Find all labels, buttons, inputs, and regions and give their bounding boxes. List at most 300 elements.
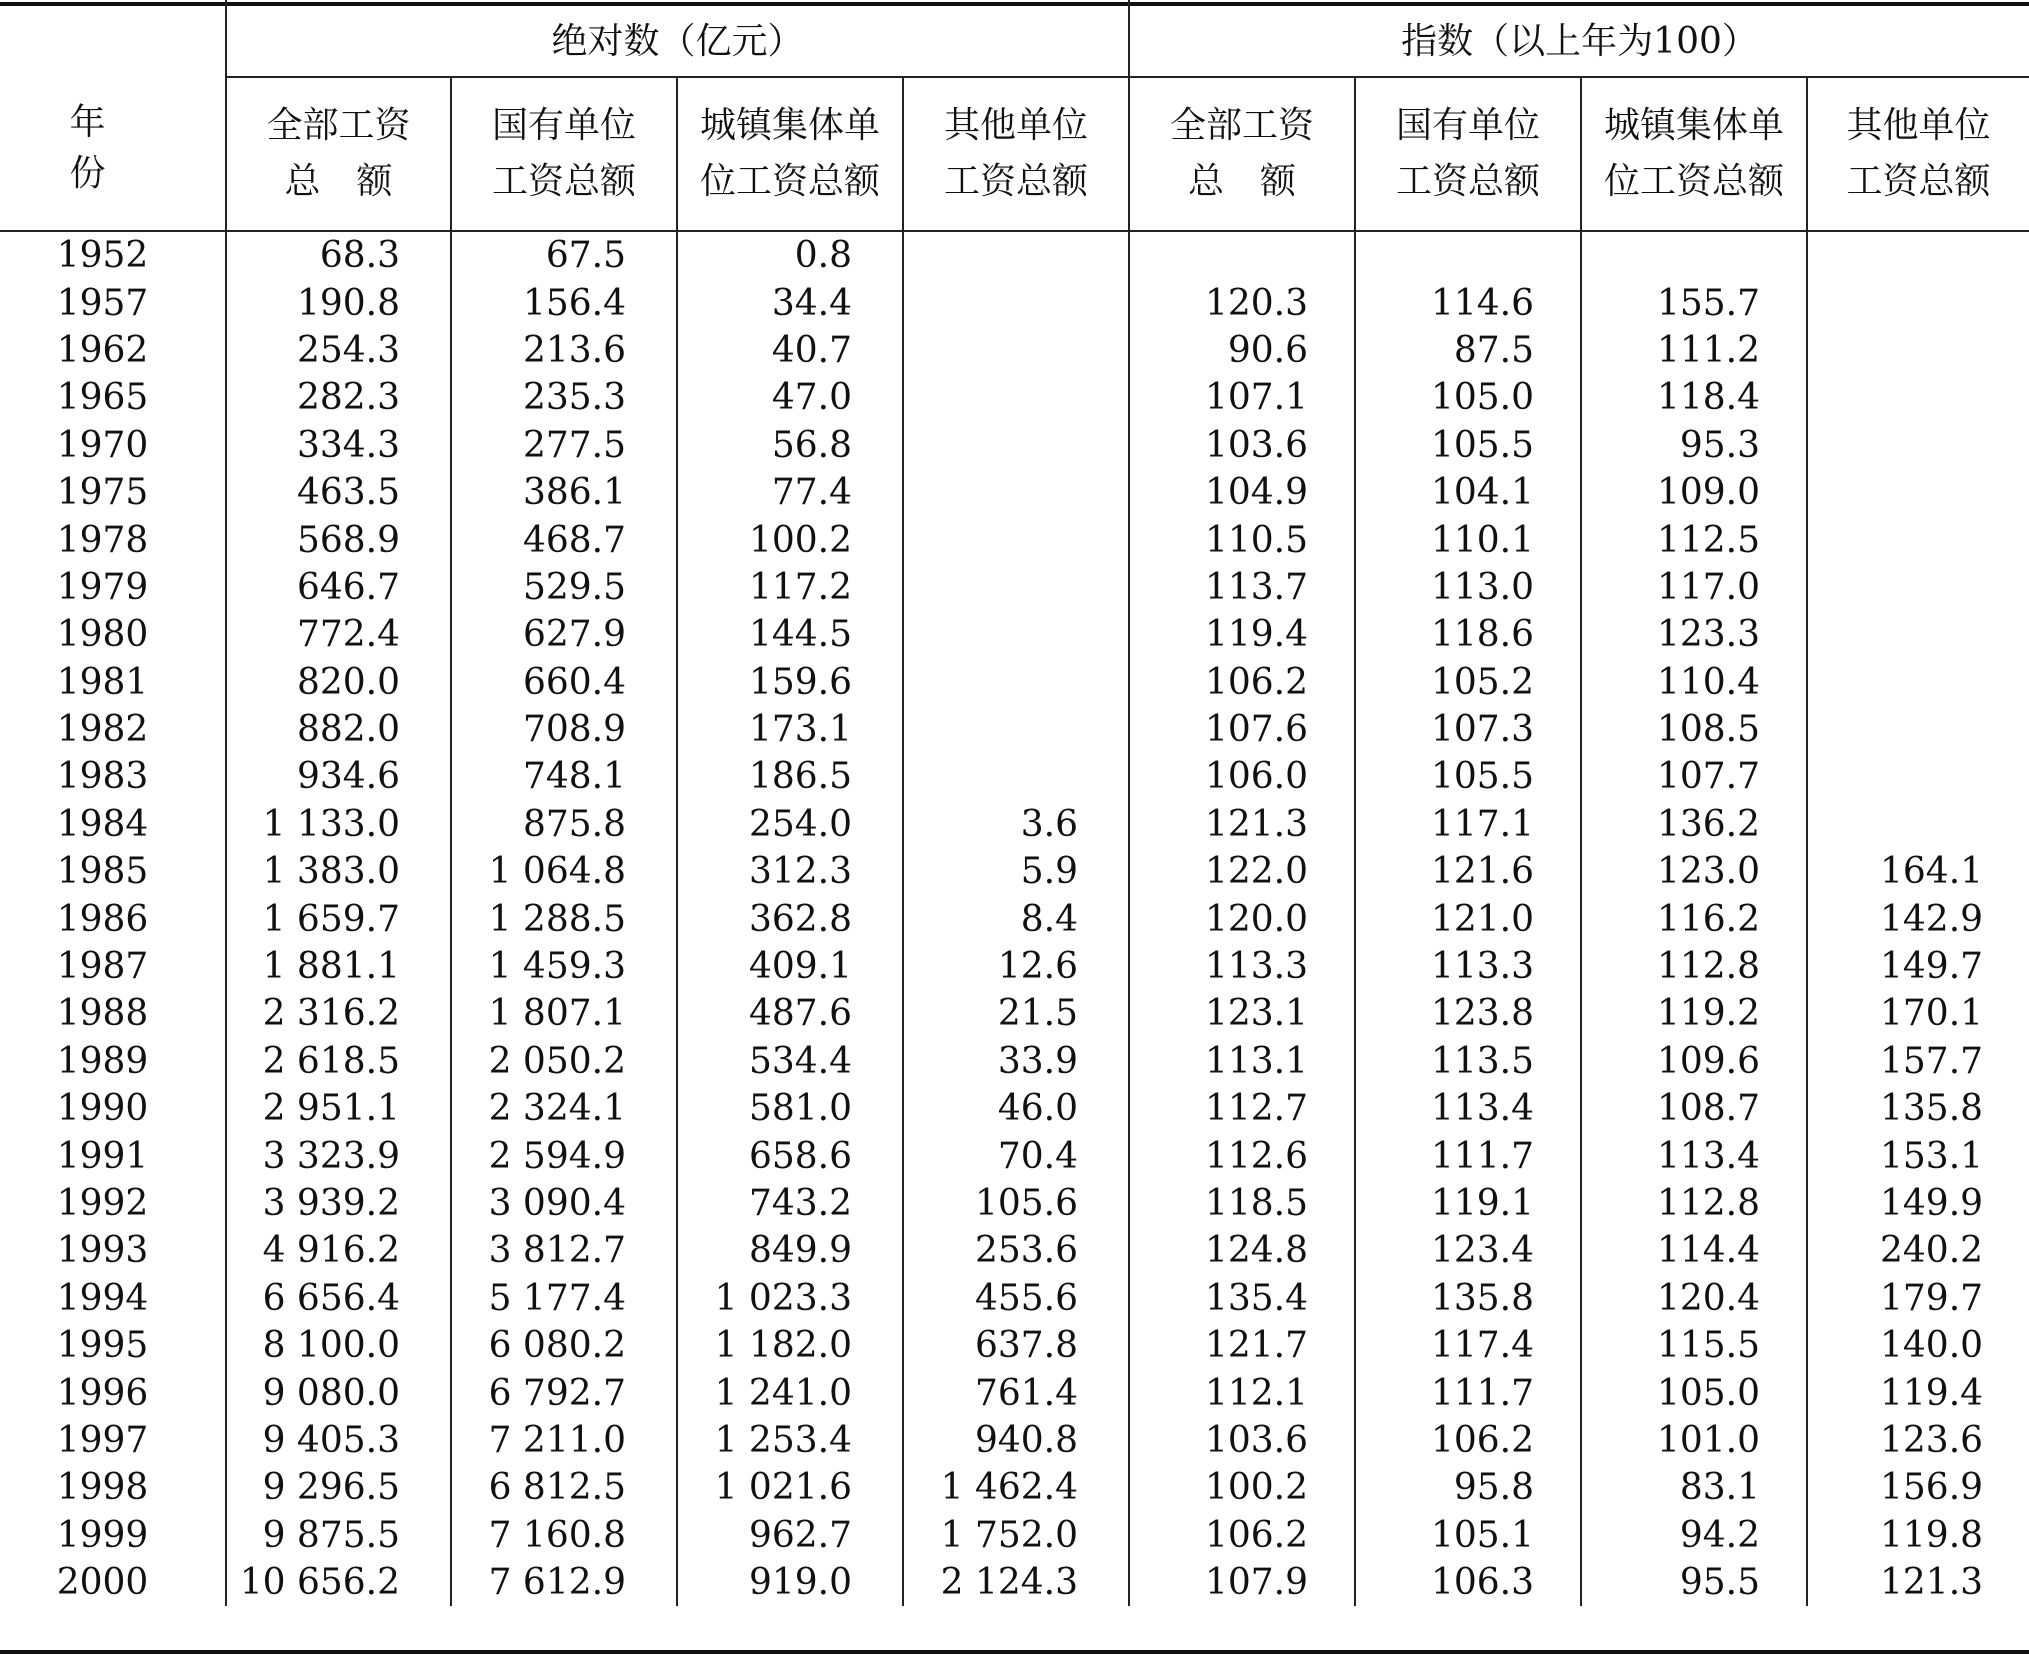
index-value-cell: 106.2 (1129, 1512, 1355, 1559)
column-header: 城镇集体单 位工资总额 (677, 77, 903, 231)
year-cell: 1999 (56, 1514, 149, 1556)
absolute-value-cell: 277.5 (451, 422, 677, 469)
index-value-cell: 103.6 (1129, 422, 1355, 469)
absolute-value-cell: 409.1 (677, 943, 903, 990)
index-value-cell (1807, 801, 2029, 848)
absolute-value-cell: 68.3 (226, 231, 451, 279)
table-row (0, 990, 2029, 1037)
group-header-absolute: 绝对数（亿元） (226, 0, 1129, 77)
absolute-value-cell: 10 656.2 (226, 1559, 451, 1606)
absolute-value-cell: 12.6 (903, 943, 1129, 990)
absolute-value-cell: 213.6 (451, 327, 677, 374)
group-header-index: 指数（以上年为100） (1129, 0, 2029, 77)
year-header-label: 年 份 (69, 102, 242, 194)
absolute-value-cell: 254.0 (677, 801, 903, 848)
absolute-value-cell: 282.3 (226, 374, 451, 421)
index-value-cell: 83.1 (1581, 1464, 1807, 1511)
column-header: 全部工资 总 额 (226, 77, 451, 231)
index-value-cell: 135.8 (1807, 1085, 2029, 1132)
index-value-cell: 123.8 (1355, 990, 1581, 1037)
year-cell: 1988 (56, 993, 149, 1035)
absolute-value-cell: 3 812.7 (451, 1227, 677, 1274)
index-value-cell: 179.7 (1807, 1275, 2029, 1322)
absolute-value-cell: 70.4 (903, 1132, 1129, 1179)
year-cell: 2000 (56, 1562, 149, 1604)
index-value-cell: 112.8 (1581, 1180, 1807, 1227)
absolute-value-cell: 660.4 (451, 659, 677, 706)
absolute-value-cell (903, 564, 1129, 611)
absolute-value-cell: 708.9 (451, 706, 677, 753)
index-value-cell: 108.7 (1581, 1085, 1807, 1132)
absolute-value-cell: 9 296.5 (226, 1464, 451, 1511)
absolute-value-cell: 748.1 (451, 753, 677, 800)
absolute-value-cell: 9 080.0 (226, 1369, 451, 1416)
absolute-value-cell: 1 383.0 (226, 848, 451, 895)
index-value-cell: 110.5 (1129, 516, 1355, 563)
index-value-cell: 123.4 (1355, 1227, 1581, 1274)
index-value-cell: 111.7 (1355, 1132, 1581, 1179)
index-value-cell: 123.3 (1581, 611, 1807, 658)
year-cell: 1978 (56, 519, 149, 561)
absolute-value-cell: 772.4 (226, 611, 451, 658)
index-value-cell: 111.7 (1355, 1369, 1581, 1416)
column-header: 其他单位 工资总额 (903, 77, 1129, 231)
table-row (0, 943, 2029, 990)
year-cell: 1962 (56, 329, 149, 371)
index-value-cell: 106.2 (1355, 1417, 1581, 1464)
index-value-cell: 87.5 (1355, 327, 1581, 374)
year-cell: 1995 (56, 1325, 149, 1367)
absolute-value-cell: 40.7 (677, 327, 903, 374)
index-value-cell: 118.6 (1355, 611, 1581, 658)
absolute-value-cell: 159.6 (677, 659, 903, 706)
absolute-value-cell: 455.6 (903, 1275, 1129, 1322)
index-value-cell: 135.8 (1355, 1275, 1581, 1322)
index-value-cell: 153.1 (1807, 1132, 2029, 1179)
absolute-value-cell: 1 288.5 (451, 895, 677, 942)
absolute-value-cell: 156.4 (451, 279, 677, 326)
index-value-cell: 119.4 (1129, 611, 1355, 658)
absolute-value-cell: 77.4 (677, 469, 903, 516)
table-row (0, 279, 2029, 326)
absolute-value-cell (903, 706, 1129, 753)
index-value-cell: 105.5 (1355, 422, 1581, 469)
absolute-value-cell: 875.8 (451, 801, 677, 848)
index-value-cell: 108.5 (1581, 706, 1807, 753)
index-value-cell: 95.8 (1355, 1464, 1581, 1511)
index-value-cell: 240.2 (1807, 1227, 2029, 1274)
absolute-value-cell: 46.0 (903, 1085, 1129, 1132)
absolute-value-cell: 9 405.3 (226, 1417, 451, 1464)
index-value-cell: 123.1 (1129, 990, 1355, 1037)
index-value-cell: 124.8 (1129, 1227, 1355, 1274)
absolute-value-cell: 67.5 (451, 231, 677, 279)
absolute-value-cell: 8.4 (903, 895, 1129, 942)
absolute-value-cell: 940.8 (903, 1417, 1129, 1464)
absolute-value-cell: 2 124.3 (903, 1559, 1129, 1606)
table-row (0, 231, 2029, 279)
absolute-value-cell: 6 656.4 (226, 1275, 451, 1322)
index-value-cell: 106.0 (1129, 753, 1355, 800)
table-row (0, 327, 2029, 374)
index-value-cell: 100.2 (1129, 1464, 1355, 1511)
absolute-value-cell: 3 090.4 (451, 1180, 677, 1227)
absolute-value-cell: 386.1 (451, 469, 677, 516)
index-value-cell: 121.0 (1355, 895, 1581, 942)
index-value-cell (1807, 327, 2029, 374)
absolute-value-cell: 33.9 (903, 1038, 1129, 1085)
index-value-cell: 113.0 (1355, 564, 1581, 611)
absolute-value-cell: 7 160.8 (451, 1512, 677, 1559)
absolute-value-cell: 487.6 (677, 990, 903, 1037)
index-value-cell: 121.3 (1807, 1559, 2029, 1606)
index-value-cell: 123.6 (1807, 1417, 2029, 1464)
index-value-cell (1807, 611, 2029, 658)
absolute-value-cell: 6 792.7 (451, 1369, 677, 1416)
index-value-cell: 105.5 (1355, 753, 1581, 800)
absolute-value-cell: 117.2 (677, 564, 903, 611)
absolute-value-cell: 56.8 (677, 422, 903, 469)
year-cell: 1997 (56, 1419, 149, 1461)
index-value-cell: 121.6 (1355, 848, 1581, 895)
absolute-value-cell: 144.5 (677, 611, 903, 658)
year-cell: 1993 (56, 1230, 149, 1272)
table-row (0, 611, 2029, 658)
absolute-value-cell (903, 422, 1129, 469)
year-cell: 1996 (56, 1372, 149, 1414)
absolute-value-cell: 849.9 (677, 1227, 903, 1274)
year-cell: 1957 (56, 282, 149, 324)
index-value-cell: 121.7 (1129, 1322, 1355, 1369)
index-value-cell: 120.0 (1129, 895, 1355, 942)
absolute-value-cell: 254.3 (226, 327, 451, 374)
column-header: 全部工资 总 额 (1129, 77, 1355, 231)
year-cell: 1987 (56, 946, 149, 988)
index-value-cell: 119.8 (1807, 1512, 2029, 1559)
year-cell: 1952 (56, 235, 149, 277)
index-value-cell: 164.1 (1807, 848, 2029, 895)
table-row (0, 564, 2029, 611)
index-value-cell: 122.0 (1129, 848, 1355, 895)
absolute-value-cell: 627.9 (451, 611, 677, 658)
index-value-cell: 107.1 (1129, 374, 1355, 421)
absolute-value-cell: 2 316.2 (226, 990, 451, 1037)
absolute-value-cell (903, 611, 1129, 658)
absolute-value-cell: 962.7 (677, 1512, 903, 1559)
index-value-cell: 112.8 (1581, 943, 1807, 990)
table-row (0, 801, 2029, 848)
index-value-cell: 135.4 (1129, 1275, 1355, 1322)
index-value-cell: 114.4 (1581, 1227, 1807, 1274)
year-cell: 1989 (56, 1040, 149, 1082)
table-body (0, 231, 2029, 1606)
index-value-cell: 140.0 (1807, 1322, 2029, 1369)
index-value-cell: 112.7 (1129, 1085, 1355, 1132)
absolute-value-cell (903, 327, 1129, 374)
table-row (0, 895, 2029, 942)
absolute-value-cell (903, 231, 1129, 279)
table-row (0, 1038, 2029, 1085)
index-value-cell: 105.0 (1581, 1369, 1807, 1416)
index-value-cell (1355, 231, 1581, 279)
absolute-value-cell: 919.0 (677, 1559, 903, 1606)
table-row (0, 706, 2029, 753)
index-value-cell: 170.1 (1807, 990, 2029, 1037)
index-value-cell (1807, 659, 2029, 706)
absolute-value-cell: 658.6 (677, 1132, 903, 1179)
index-value-cell: 110.1 (1355, 516, 1581, 563)
absolute-value-cell: 1 253.4 (677, 1417, 903, 1464)
table-row (0, 1464, 2029, 1511)
absolute-value-cell: 1 659.7 (226, 895, 451, 942)
index-value-cell: 136.2 (1581, 801, 1807, 848)
year-cell: 1975 (56, 472, 149, 514)
year-cell: 1994 (56, 1277, 149, 1319)
absolute-value-cell: 6 812.5 (451, 1464, 677, 1511)
year-header (0, 0, 242, 231)
absolute-value-cell: 235.3 (451, 374, 677, 421)
absolute-value-cell: 186.5 (677, 753, 903, 800)
absolute-value-cell: 568.9 (226, 516, 451, 563)
absolute-value-cell: 1 241.0 (677, 1369, 903, 1416)
absolute-value-cell: 1 752.0 (903, 1512, 1129, 1559)
table-row (0, 1559, 2029, 1606)
index-value-cell: 107.7 (1581, 753, 1807, 800)
index-value-cell (1807, 753, 2029, 800)
index-value-cell: 95.5 (1581, 1559, 1807, 1606)
table-row (0, 753, 2029, 800)
table-row (0, 1275, 2029, 1322)
absolute-value-cell: 1 133.0 (226, 801, 451, 848)
index-value-cell: 113.7 (1129, 564, 1355, 611)
absolute-value-cell: 468.7 (451, 516, 677, 563)
column-header: 国有单位 工资总额 (1355, 77, 1581, 231)
index-value-cell: 106.2 (1129, 659, 1355, 706)
index-value-cell: 114.6 (1355, 279, 1581, 326)
index-value-cell: 117.0 (1581, 564, 1807, 611)
column-header: 国有单位 工资总额 (451, 77, 677, 231)
table-row (0, 1132, 2029, 1179)
index-value-cell: 117.1 (1355, 801, 1581, 848)
absolute-value-cell: 1 462.4 (903, 1464, 1129, 1511)
index-value-cell: 119.4 (1807, 1369, 2029, 1416)
year-cell: 1990 (56, 1088, 149, 1130)
index-value-cell: 149.9 (1807, 1180, 2029, 1227)
index-value-cell: 149.7 (1807, 943, 2029, 990)
absolute-value-cell: 1 023.3 (677, 1275, 903, 1322)
absolute-value-cell: 9 875.5 (226, 1512, 451, 1559)
absolute-value-cell: 2 324.1 (451, 1085, 677, 1132)
absolute-value-cell: 2 050.2 (451, 1038, 677, 1085)
absolute-value-cell: 47.0 (677, 374, 903, 421)
absolute-value-cell: 190.8 (226, 279, 451, 326)
absolute-value-cell: 3.6 (903, 801, 1129, 848)
table-row (0, 1369, 2029, 1416)
index-value-cell: 95.3 (1581, 422, 1807, 469)
absolute-value-cell: 0.8 (677, 231, 903, 279)
absolute-value-cell (903, 374, 1129, 421)
absolute-value-cell: 529.5 (451, 564, 677, 611)
index-value-cell: 118.5 (1129, 1180, 1355, 1227)
index-value-cell (1807, 706, 2029, 753)
year-cell: 1991 (56, 1135, 149, 1177)
absolute-value-cell: 2 594.9 (451, 1132, 677, 1179)
index-value-cell: 119.2 (1581, 990, 1807, 1037)
index-value-cell: 116.2 (1581, 895, 1807, 942)
index-value-cell: 107.3 (1355, 706, 1581, 753)
index-value-cell: 112.5 (1581, 516, 1807, 563)
absolute-value-cell: 312.3 (677, 848, 903, 895)
index-value-cell: 119.1 (1355, 1180, 1581, 1227)
index-value-cell: 104.1 (1355, 469, 1581, 516)
year-cell: 1986 (56, 898, 149, 940)
year-cell: 1985 (56, 851, 149, 893)
index-value-cell: 103.6 (1129, 1417, 1355, 1464)
table-row (0, 1322, 2029, 1369)
absolute-value-cell (903, 469, 1129, 516)
index-value-cell: 157.7 (1807, 1038, 2029, 1085)
absolute-value-cell: 334.3 (226, 422, 451, 469)
table-row (0, 374, 2029, 421)
index-value-cell: 111.2 (1581, 327, 1807, 374)
absolute-value-cell: 882.0 (226, 706, 451, 753)
index-value-cell: 155.7 (1581, 279, 1807, 326)
absolute-value-cell (903, 516, 1129, 563)
index-value-cell (1807, 516, 2029, 563)
year-cell: 1998 (56, 1467, 149, 1509)
table-row (0, 516, 2029, 563)
absolute-value-cell: 1 459.3 (451, 943, 677, 990)
index-value-cell (1807, 469, 2029, 516)
absolute-value-cell: 8 100.0 (226, 1322, 451, 1369)
index-value-cell: 115.5 (1581, 1322, 1807, 1369)
absolute-value-cell: 253.6 (903, 1227, 1129, 1274)
index-value-cell: 104.9 (1129, 469, 1355, 516)
index-value-cell: 101.0 (1581, 1417, 1807, 1464)
absolute-value-cell: 1 064.8 (451, 848, 677, 895)
absolute-value-cell (903, 279, 1129, 326)
index-value-cell: 112.1 (1129, 1369, 1355, 1416)
absolute-value-cell: 34.4 (677, 279, 903, 326)
index-value-cell: 106.3 (1355, 1559, 1581, 1606)
index-value-cell: 105.0 (1355, 374, 1581, 421)
absolute-value-cell: 934.6 (226, 753, 451, 800)
index-value-cell: 120.3 (1129, 279, 1355, 326)
table-row (0, 659, 2029, 706)
absolute-value-cell: 2 951.1 (226, 1085, 451, 1132)
absolute-value-cell: 534.4 (677, 1038, 903, 1085)
index-value-cell (1129, 231, 1355, 279)
year-cell: 1965 (56, 377, 149, 419)
absolute-value-cell: 2 618.5 (226, 1038, 451, 1085)
index-value-cell: 156.9 (1807, 1464, 2029, 1511)
index-value-cell: 121.3 (1129, 801, 1355, 848)
year-cell: 1992 (56, 1183, 149, 1224)
absolute-value-cell: 6 080.2 (451, 1322, 677, 1369)
absolute-value-cell: 761.4 (903, 1369, 1129, 1416)
table-row (0, 1512, 2029, 1559)
column-header: 其他单位 工资总额 (1807, 77, 2029, 231)
absolute-value-cell: 3 323.9 (226, 1132, 451, 1179)
year-cell: 1984 (56, 803, 149, 845)
absolute-value-cell: 7 612.9 (451, 1559, 677, 1606)
index-value-cell: 113.4 (1581, 1132, 1807, 1179)
column-header: 城镇集体单 位工资总额 (1581, 77, 1807, 231)
year-cell: 1982 (56, 709, 149, 751)
index-value-cell: 105.1 (1355, 1512, 1581, 1559)
absolute-value-cell: 1 881.1 (226, 943, 451, 990)
absolute-value-cell: 646.7 (226, 564, 451, 611)
absolute-value-cell (903, 753, 1129, 800)
absolute-value-cell (903, 659, 1129, 706)
table-row (0, 1417, 2029, 1464)
absolute-value-cell: 173.1 (677, 706, 903, 753)
index-value-cell: 107.6 (1129, 706, 1355, 753)
index-value-cell (1807, 564, 2029, 611)
absolute-value-cell: 463.5 (226, 469, 451, 516)
year-cell: 1980 (56, 614, 149, 656)
index-value-cell: 113.3 (1355, 943, 1581, 990)
absolute-value-cell: 743.2 (677, 1180, 903, 1227)
absolute-value-cell: 1 021.6 (677, 1464, 903, 1511)
index-value-cell: 113.4 (1355, 1085, 1581, 1132)
index-value-cell: 112.6 (1129, 1132, 1355, 1179)
year-cell: 1983 (56, 756, 149, 798)
index-value-cell: 94.2 (1581, 1512, 1807, 1559)
index-value-cell: 107.9 (1129, 1559, 1355, 1606)
absolute-value-cell: 5 177.4 (451, 1275, 677, 1322)
table-row (0, 469, 2029, 516)
index-value-cell: 123.0 (1581, 848, 1807, 895)
absolute-value-cell: 820.0 (226, 659, 451, 706)
absolute-value-cell: 3 939.2 (226, 1180, 451, 1227)
index-value-cell: 109.0 (1581, 469, 1807, 516)
index-value-cell: 117.4 (1355, 1322, 1581, 1369)
table-row (0, 1227, 2029, 1274)
index-value-cell: 120.4 (1581, 1275, 1807, 1322)
index-value-cell: 113.5 (1355, 1038, 1581, 1085)
index-value-cell: 110.4 (1581, 659, 1807, 706)
table-row (0, 1180, 2029, 1227)
absolute-value-cell: 1 182.0 (677, 1322, 903, 1369)
year-cell: 1981 (56, 661, 149, 703)
index-value-cell (1581, 231, 1807, 279)
index-value-cell (1807, 422, 2029, 469)
absolute-value-cell: 4 916.2 (226, 1227, 451, 1274)
index-value-cell (1807, 374, 2029, 421)
year-cell: 1970 (56, 424, 149, 466)
absolute-value-cell: 5.9 (903, 848, 1129, 895)
table-row (0, 848, 2029, 895)
absolute-value-cell: 100.2 (677, 516, 903, 563)
index-value-cell: 113.1 (1129, 1038, 1355, 1085)
absolute-value-cell: 21.5 (903, 990, 1129, 1037)
index-value-cell: 113.3 (1129, 943, 1355, 990)
index-value-cell: 118.4 (1581, 374, 1807, 421)
index-value-cell (1807, 279, 2029, 326)
index-value-cell: 142.9 (1807, 895, 2029, 942)
table-bottom-rule (0, 1650, 2029, 1654)
absolute-value-cell: 1 807.1 (451, 990, 677, 1037)
absolute-value-cell: 581.0 (677, 1085, 903, 1132)
table-row (0, 422, 2029, 469)
absolute-value-cell: 7 211.0 (451, 1417, 677, 1464)
absolute-value-cell: 105.6 (903, 1180, 1129, 1227)
year-cell: 1979 (56, 566, 149, 608)
index-value-cell: 109.6 (1581, 1038, 1807, 1085)
absolute-value-cell: 637.8 (903, 1322, 1129, 1369)
absolute-value-cell: 362.8 (677, 895, 903, 942)
